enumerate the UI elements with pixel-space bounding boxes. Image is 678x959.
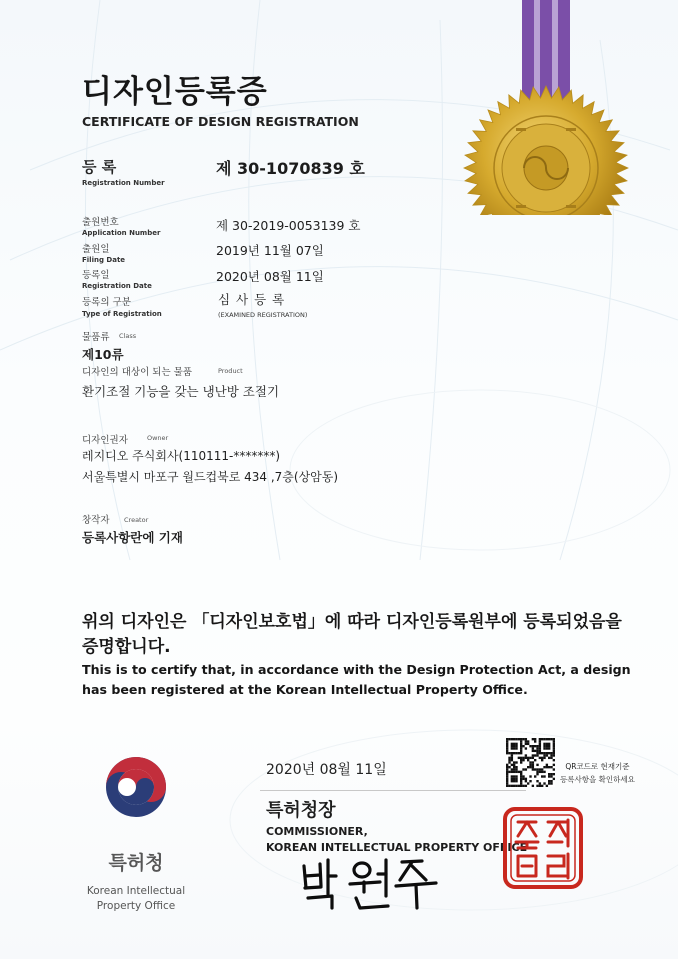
issue-date: 2020년 08월 11일 (266, 762, 387, 778)
registration-number: 제 30-1070839 호 (216, 159, 365, 178)
commissioner-english-line1: COMMISSIONER, (266, 825, 368, 838)
class-label: 물품류 (82, 332, 110, 343)
registration-date-label: 등록일 (82, 270, 110, 281)
commissioner-signature (296, 852, 446, 912)
registration-date: 2020년 08월 11일 (216, 269, 324, 284)
commissioner-title: 특허청장 (266, 800, 336, 821)
office-name-english-line1: Korean Intellectual (86, 885, 186, 897)
registration-type-english: (EXAMINED REGISTRATION) (218, 311, 308, 319)
qr-code[interactable] (506, 738, 555, 787)
creator-label-english: Creator (124, 516, 149, 524)
qr-instruction (560, 760, 635, 786)
certification-statement-english (82, 660, 631, 700)
product-label: 디자인의 대상이 되는 물품 (82, 367, 193, 378)
official-red-seal (502, 806, 584, 890)
creator-label: 창작자 (82, 515, 110, 526)
gold-seal-emblem (460, 0, 635, 215)
application-number: 제 30-2019-0053139 호 (216, 218, 361, 233)
owner-label: 디자인권자 (82, 435, 128, 446)
office-name-english (76, 884, 196, 914)
certification-korean-line2: 증명합니다. (82, 637, 171, 657)
registration-type-label-english: Type of Registration (82, 310, 162, 318)
class-value: 제10류 (82, 347, 124, 362)
qr-instruction-line2: 등록사항을 확인하세요 (560, 775, 635, 784)
owner-address: 서울특별시 마포구 월드컵북로 434 ,7층(상암동) (82, 470, 339, 484)
application-label: 출원번호 (82, 217, 119, 228)
registration-date-label-english: Registration Date (82, 282, 152, 290)
certification-english-line1: This is to certify that, in accordance with the Design Protection Act, a design (82, 662, 631, 677)
creator-value: 등록사항란에 기재 (82, 530, 183, 545)
certification-statement-korean (82, 610, 622, 660)
class-label-english: Class (119, 332, 137, 340)
application-label-english: Application Number (82, 229, 161, 237)
commissioner-english-line2: KOREAN INTELLECTUAL PROPERTY OFFICE (266, 841, 528, 854)
filing-date: 2019년 11월 07일 (216, 243, 324, 258)
certificate-title-english: CERTIFICATE OF DESIGN REGISTRATION (82, 114, 359, 129)
office-name-english-line2: Property Office (96, 900, 176, 912)
certificate-title: 디자인등록증 (82, 74, 268, 110)
registration-type: 심 사 등 록 (218, 292, 286, 307)
registration-type-label: 등록의 구분 (82, 297, 131, 308)
certification-korean-line1: 위의 디자인은 「디자인보호법」에 따라 디자인등록원부에 등록되었음을 (82, 612, 622, 632)
product-label-english: Product (218, 367, 243, 375)
registration-label: 등 록 (82, 158, 117, 176)
qr-instruction-line1: QR코드로 현재기준 (565, 762, 630, 771)
office-name-korean: 특허청 (108, 852, 164, 874)
product-value: 환기조절 기능을 갖는 냉난방 조절기 (82, 384, 280, 399)
divider-line (260, 790, 526, 791)
certification-english-line2: has been registered at the Korean Intellectual Property Office. (82, 682, 528, 697)
taegeuk-logo (104, 755, 168, 819)
owner-name: 레지디오 주식회사(110111-*******) (82, 449, 281, 463)
registration-label-english: Registration Number (82, 179, 165, 187)
owner-label-english: Owner (147, 434, 169, 442)
filing-date-label-english: Filing Date (82, 256, 126, 264)
filing-date-label: 출원일 (82, 244, 110, 255)
